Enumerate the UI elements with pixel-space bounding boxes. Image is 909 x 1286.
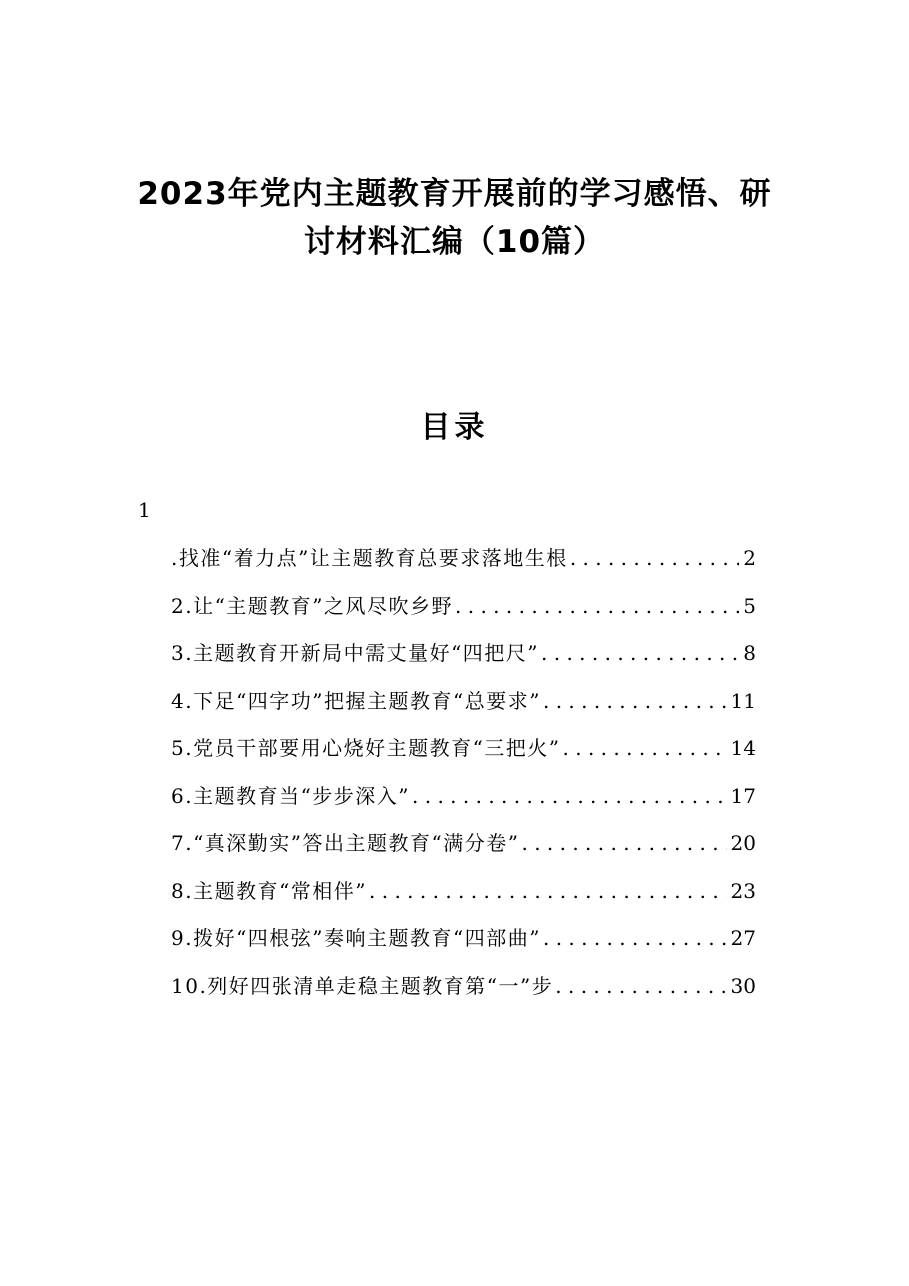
toc-dot-leader (543, 918, 727, 958)
toc-page-number: 8 (743, 641, 756, 665)
toc-dot-leader (369, 871, 727, 911)
toc-page-number: 17 (730, 783, 756, 808)
toc-entry-title: 2.让“主题教育”之风尽吹乡野 (171, 593, 454, 618)
toc-entry-2[interactable] (171, 586, 756, 634)
toc-entry-title: 5.党员干部要用心烧好主题教育“三把火” (171, 736, 561, 760)
toc-entry-title: 7.“真深勤实”答出主题教育“满分卷” (171, 831, 520, 855)
toc-entry-title: 8.主题教育“常相伴” (171, 878, 368, 903)
toc-entry-3[interactable] (171, 633, 756, 681)
toc-stray-number: 1 (138, 498, 151, 522)
toc-dot-leader (563, 728, 727, 768)
toc-page-number: 27 (730, 926, 756, 950)
toc-entry-8[interactable] (171, 871, 756, 919)
toc-entry-10[interactable] (171, 966, 756, 1014)
toc-entry-9[interactable] (171, 918, 756, 966)
toc-page-number: 11 (730, 688, 756, 713)
toc-entry-1[interactable] (171, 538, 756, 586)
toc-dot-leader (570, 538, 739, 578)
toc-heading: 目录 (420, 410, 489, 445)
toc-entry-title: 10.列好四张清单走稳主题教育第“一”步 (171, 973, 554, 998)
toc-page-number: 2 (743, 546, 756, 570)
toc-dot-leader (555, 966, 726, 1006)
document-title-line-1: 2023年党内主题教育开展前的学习感悟、研 (137, 176, 772, 212)
document-title-line-2: 讨材料汇编（10篇） (303, 224, 606, 260)
toc-page-number: 23 (730, 878, 756, 903)
toc-entry-title: 9.拨好“四根弦”奏响主题教育“四部曲” (171, 926, 541, 950)
toc-entry-7[interactable] (171, 823, 756, 871)
toc-entry-6[interactable] (171, 776, 756, 824)
toc-page-number: 5 (743, 593, 756, 618)
toc-dot-leader (521, 823, 726, 863)
toc-entry-title: 6.主题教育当“步步深入” (171, 783, 411, 808)
toc-entry-title: 3.主题教育开新局中需丈量好“四把尺” (171, 641, 540, 665)
toc-list (171, 538, 756, 1013)
toc-dot-leader (541, 633, 739, 673)
toc-page-number: 30 (730, 973, 756, 998)
toc-dot-leader (412, 776, 727, 816)
toc-entry-title: .找准“着力点”让主题教育总要求落地生根 (171, 546, 568, 570)
document-title (120, 170, 789, 266)
toc-entry-4[interactable] (171, 681, 756, 729)
toc-dot-leader (455, 586, 739, 626)
toc-dot-leader (543, 681, 727, 721)
toc-page-number: 20 (730, 831, 756, 855)
toc-page-number: 14 (730, 736, 756, 760)
toc-entry-title: 4.下足“四字功”把握主题教育“总要求” (171, 688, 541, 713)
toc-entry-5[interactable] (171, 728, 756, 776)
